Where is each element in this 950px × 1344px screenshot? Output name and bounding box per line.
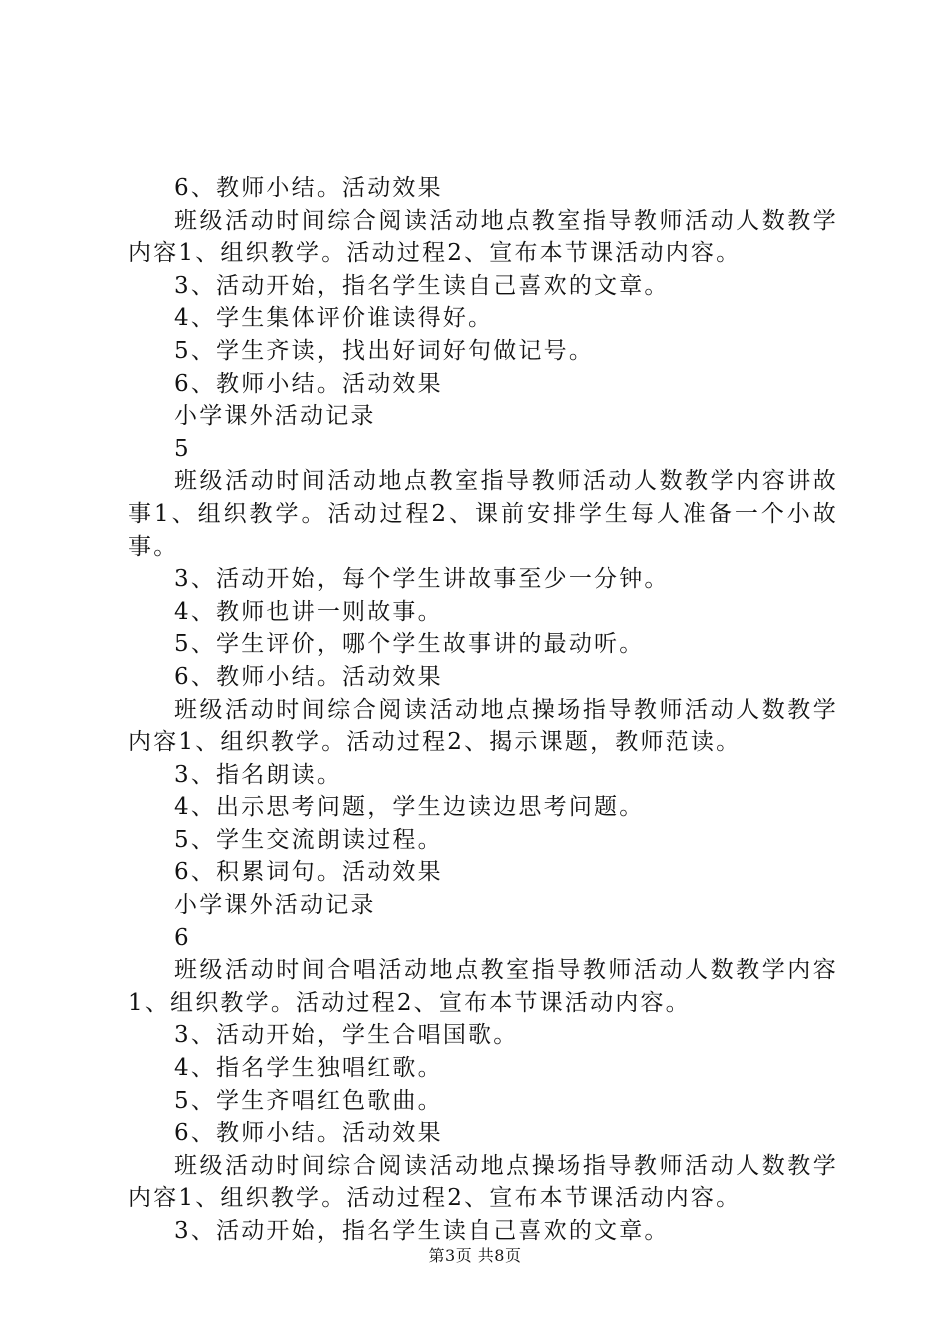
paragraph: 3、活动开始，每个学生讲故事至少一分钟。 bbox=[174, 566, 670, 593]
paragraph: 3、活动开始，学生合唱国歌。 bbox=[174, 1022, 519, 1049]
paragraph: 班级活动时间综合阅读活动地点教室指导教师活动人数教学内容1、组织教学。活动过程2、宣布本节课活动内容。 bbox=[128, 207, 838, 267]
paragraph: 6、教师小结。活动效果 bbox=[174, 175, 443, 201]
paragraph: 6、教师小结。活动效果 bbox=[174, 1120, 443, 1147]
paragraph: 4、教师也讲一则故事。 bbox=[174, 598, 443, 625]
paragraph: 4、出示思考问题，学生边读边思考问题。 bbox=[174, 794, 645, 821]
section-heading: 小学课外活动记录 bbox=[174, 403, 376, 430]
paragraph: 3、指名朗读。 bbox=[174, 761, 343, 788]
paragraph: 3、活动开始，指名学生读自己喜欢的文章。 bbox=[174, 272, 670, 299]
document-body bbox=[128, 172, 838, 1248]
paragraph: 5、学生评价，哪个学生故事讲的最动听。 bbox=[174, 631, 645, 658]
page-footer bbox=[0, 1243, 950, 1266]
paragraph: 班级活动时间综合阅读活动地点操场指导教师活动人数教学内容1、组织教学。活动过程2、宣布本节课活动内容。 bbox=[128, 1152, 838, 1212]
paragraph: 班级活动时间合唱活动地点教室指导教师活动人数教学内容1、组织教学。活动过程2、宣布本节课活动内容。 bbox=[128, 957, 838, 1016]
paragraph: 5、学生交流朗读过程。 bbox=[174, 826, 443, 853]
paragraph: 5、学生齐唱红色歌曲。 bbox=[174, 1087, 443, 1114]
page-indicator: 第3页 共8页 bbox=[428, 1246, 522, 1265]
section-number: 6 bbox=[174, 924, 191, 951]
paragraph: 4、学生集体评价谁读得好。 bbox=[174, 305, 494, 332]
paragraph: 3、活动开始，指名学生读自己喜欢的文章。 bbox=[174, 1218, 670, 1244]
paragraph: 5、学生齐读，找出好词好句做记号。 bbox=[174, 337, 595, 364]
section-number: 5 bbox=[174, 435, 191, 462]
section-heading: 小学课外活动记录 bbox=[174, 892, 376, 919]
paragraph: 6、教师小结。活动效果 bbox=[174, 370, 443, 397]
paragraph: 6、教师小结。活动效果 bbox=[174, 663, 443, 690]
paragraph: 班级活动时间综合阅读活动地点操场指导教师活动人数教学内容1、组织教学。活动过程2、揭示课题，教师范读。 bbox=[128, 696, 838, 756]
paragraph: 4、指名学生独唱红歌。 bbox=[174, 1055, 443, 1082]
paragraph: 班级活动时间活动地点教室指导教师活动人数教学内容讲故事1、组织教学。活动过程2、课前安排学生每人准备一个小故事。 bbox=[128, 468, 838, 560]
paragraph: 6、积累词句。活动效果 bbox=[174, 859, 443, 886]
